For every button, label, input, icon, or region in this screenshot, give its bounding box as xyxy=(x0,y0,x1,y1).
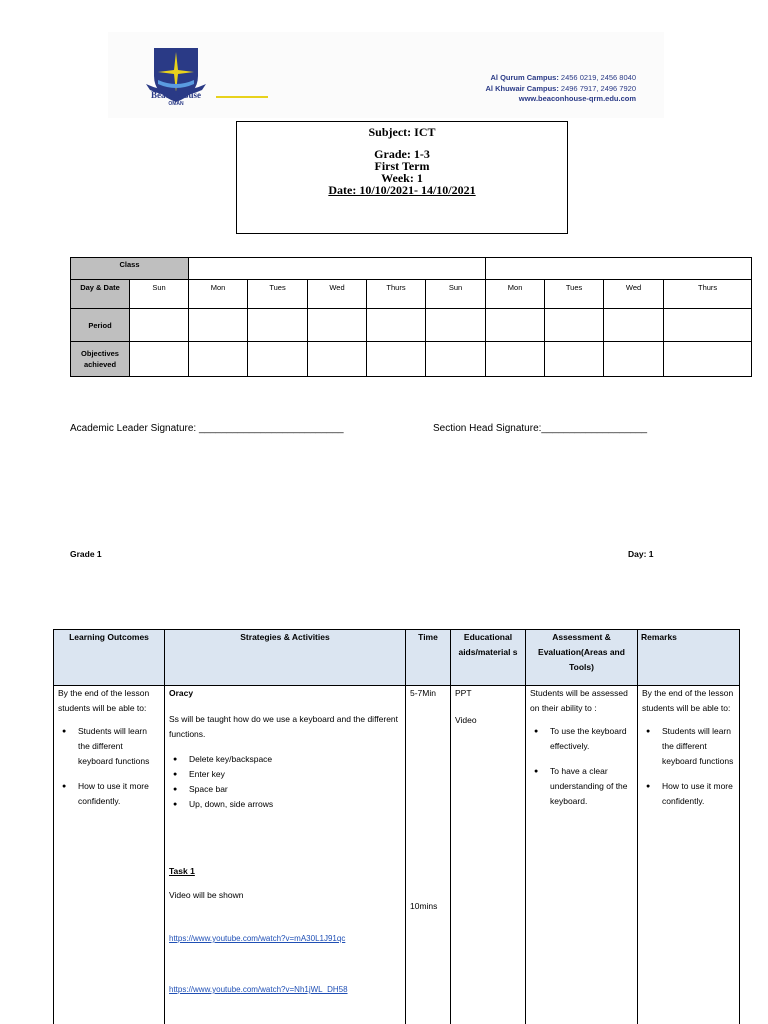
objectives-row xyxy=(71,342,752,377)
time-cell xyxy=(406,686,451,1024)
grade-label: Grade 1 xyxy=(70,549,102,559)
objectives-cell[interactable] xyxy=(130,342,189,377)
day-row xyxy=(71,280,752,309)
contact-line-qurum: Al Qurum Campus: 2456 0219, 2456 8040 xyxy=(490,73,636,82)
list-item: ● How to use it more confidently. xyxy=(58,779,160,809)
list-item: ● Space bar xyxy=(169,782,401,797)
header-strategies: Strategies & Activities xyxy=(165,630,406,686)
period-cell[interactable] xyxy=(130,309,189,342)
header-assessment: Assessment & Evaluation(Areas and Tools) xyxy=(526,630,638,686)
period-cell[interactable] xyxy=(664,309,752,342)
row-label-class: Class xyxy=(71,258,189,280)
header-time: Time xyxy=(406,630,451,686)
contact-line-khuwair: Al Khuwair Campus: 2496 7917, 2496 7920 xyxy=(485,83,636,93)
objectives-cell[interactable] xyxy=(426,342,486,377)
outcomes-intro: By the end of the lesson students will be able to: xyxy=(58,688,150,713)
day-cell: Sun xyxy=(130,280,189,309)
day-cell: Thurs xyxy=(367,280,426,309)
list-item: ● Students will learn the different keyboard functions xyxy=(58,724,160,769)
row-label-objectives: Objectives achieved xyxy=(71,342,130,377)
class-cell-week2[interactable] xyxy=(486,258,752,280)
objectives-cell[interactable] xyxy=(189,342,248,377)
period-cell[interactable] xyxy=(367,309,426,342)
day-cell: Tues xyxy=(248,280,308,309)
row-label-period: Period xyxy=(71,309,130,342)
day-cell: Sun xyxy=(426,280,486,309)
task-text: Video will be shown xyxy=(169,890,244,900)
list-item: ● To use the keyboard effectively. xyxy=(530,724,633,754)
day-cell: Wed xyxy=(308,280,367,309)
list-item: ● Students will learn the different keyboard functions xyxy=(642,724,735,769)
assessment-list xyxy=(530,724,633,809)
period-row xyxy=(71,309,752,342)
time-oracy: 5-7Min xyxy=(410,688,436,698)
plan-header-row xyxy=(54,630,740,686)
school-name: Beaconhouse xyxy=(150,90,201,100)
header-aids: Educational aids/material s xyxy=(451,630,526,686)
academic-leader-signature[interactable]: Academic Leader Signature: __________________________ xyxy=(70,423,344,434)
objectives-cell[interactable] xyxy=(367,342,426,377)
list-item: ● Delete key/backspace xyxy=(169,752,401,767)
class-cell-week1[interactable] xyxy=(189,258,486,280)
plan-body-row xyxy=(54,686,740,1024)
lesson-plan-table xyxy=(53,629,740,1024)
objectives-cell[interactable] xyxy=(664,342,752,377)
assessment-intro: Students will be assessed on their ability to : xyxy=(530,688,628,713)
section-head-signature[interactable]: Section Head Signature:___________________ xyxy=(433,423,648,434)
day-cell: Thurs xyxy=(664,280,752,309)
objectives-cell[interactable] xyxy=(604,342,664,377)
logo-accent-bar xyxy=(216,96,268,98)
list-item: ● To have a clear understanding of the keyboard. xyxy=(530,764,633,809)
subject-box xyxy=(236,121,568,234)
period-cell[interactable] xyxy=(486,309,545,342)
video-link-1[interactable]: https://www.youtube.com/watch?v=mA30L1J91qc xyxy=(169,934,346,943)
outcomes-list xyxy=(58,724,160,809)
assessment-cell xyxy=(526,686,638,1024)
date-range: Date: 10/10/2021- 14/10/2021 xyxy=(328,183,476,197)
website-link[interactable]: www.beaconhouse-qrm.edu.com xyxy=(518,94,636,103)
day-label: Day: 1 xyxy=(628,549,654,559)
keys-list xyxy=(169,752,401,812)
day-cell: Tues xyxy=(545,280,604,309)
list-item: ● How to use it more confidently. xyxy=(642,779,735,809)
video-link-2[interactable]: https://www.youtube.com/watch?v=Nh1jWL_DH58 xyxy=(169,985,348,994)
period-cell[interactable] xyxy=(604,309,664,342)
objectives-cell[interactable] xyxy=(308,342,367,377)
week-label: Week: 1 xyxy=(381,171,423,185)
row-label-day-date: Day & Date xyxy=(71,280,130,309)
period-cell[interactable] xyxy=(426,309,486,342)
grade-range: Grade: 1-3 xyxy=(374,147,430,161)
aid-ppt: PPT xyxy=(455,688,472,698)
oracy-title: Oracy xyxy=(169,688,194,698)
period-cell[interactable] xyxy=(308,309,367,342)
term-label: First Term xyxy=(374,159,430,173)
objectives-cell[interactable] xyxy=(486,342,545,377)
strategies-cell xyxy=(165,686,406,1024)
outcomes-cell xyxy=(54,686,165,1024)
schedule-table xyxy=(70,257,752,377)
header-remarks: Remarks xyxy=(638,630,740,686)
remarks-intro: By the end of the lesson students will be able to: xyxy=(642,688,734,713)
list-item: ● Up, down, side arrows xyxy=(169,797,401,812)
aids-cell xyxy=(451,686,526,1024)
subject-title: Subject: ICT xyxy=(368,125,436,139)
time-task: 10mins xyxy=(410,901,438,911)
day-cell: Wed xyxy=(604,280,664,309)
period-cell[interactable] xyxy=(189,309,248,342)
remarks-cell xyxy=(638,686,740,1024)
period-cell[interactable] xyxy=(248,309,308,342)
remarks-list xyxy=(642,724,735,809)
objectives-cell[interactable] xyxy=(545,342,604,377)
contact-block xyxy=(485,73,636,105)
objectives-cell[interactable] xyxy=(248,342,308,377)
class-row xyxy=(71,258,752,280)
day-cell: Mon xyxy=(189,280,248,309)
list-item: ● Enter key xyxy=(169,767,401,782)
school-country: OMAN xyxy=(168,101,184,107)
day-cell: Mon xyxy=(486,280,545,309)
period-cell[interactable] xyxy=(545,309,604,342)
task-title: Task 1 xyxy=(169,866,195,876)
header-learning-outcomes: Learning Outcomes xyxy=(54,630,165,686)
oracy-text: Ss will be taught how do we use a keyboard and the different functions. xyxy=(169,714,399,739)
aid-video: Video xyxy=(455,715,477,725)
